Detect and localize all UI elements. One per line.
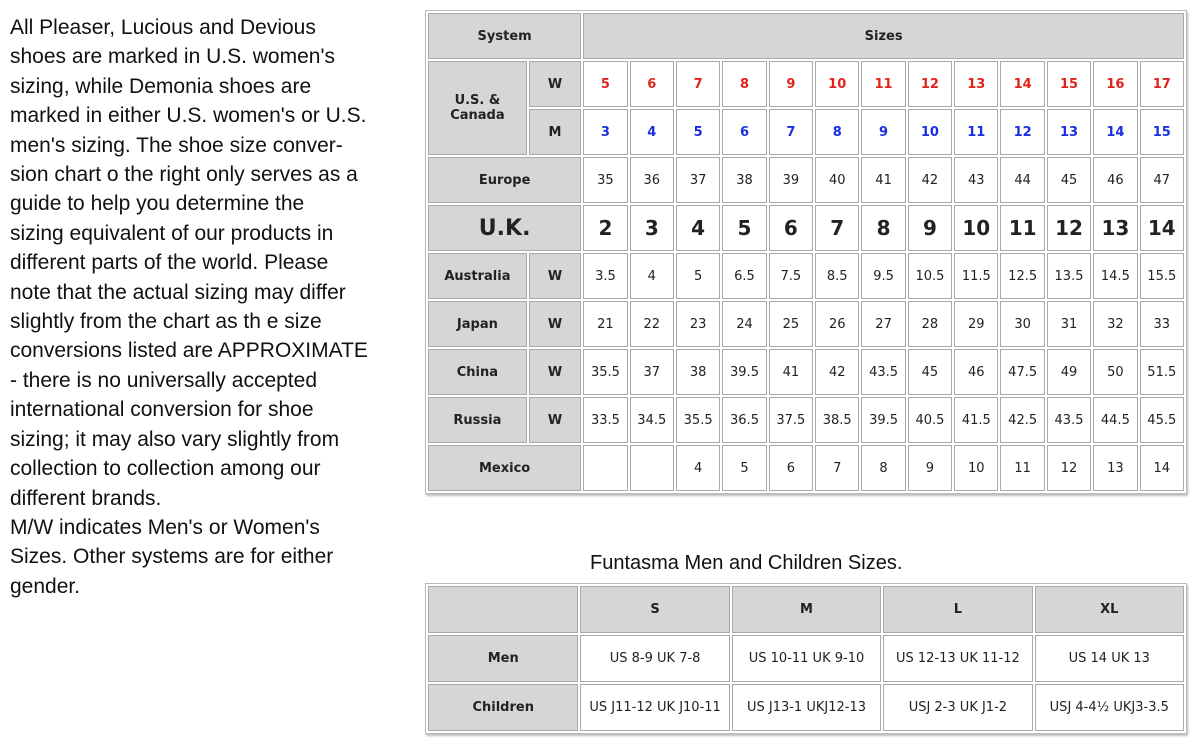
intro-line: collection to collection among our: [10, 457, 321, 481]
intro-line: All Pleaser, Lucious and Devious: [10, 16, 316, 39]
size-cell: 22: [630, 301, 674, 347]
size-cell: 10: [815, 61, 859, 107]
intro-line: men's sizing. The shoe size conver-: [10, 133, 343, 157]
table-row: [428, 635, 1184, 682]
size-cell: 7.5: [769, 253, 813, 299]
size-cell: 37.5: [769, 397, 813, 443]
intro-line: slightly from the chart as th e size: [10, 310, 322, 334]
size-cell: 2: [583, 205, 627, 251]
system-label: Japan: [428, 301, 527, 347]
size-header: M: [732, 586, 881, 633]
size-cell: 13.5: [1047, 253, 1091, 299]
intro-line: sion chart o the right only serves as a: [10, 163, 358, 187]
size-cell: 7: [769, 109, 813, 155]
size-cell: 13: [1047, 109, 1091, 155]
size-cell: 10.5: [908, 253, 952, 299]
size-cell: 47: [1140, 157, 1184, 203]
size-cell: 8: [861, 445, 905, 491]
size-cell: 8: [722, 61, 766, 107]
size-cell: 13: [954, 61, 998, 107]
size-cell: 50: [1093, 349, 1137, 395]
size-cell: 12: [1047, 205, 1091, 251]
intro-line: - there is no universally accepted: [10, 368, 317, 392]
size-header: L: [883, 586, 1032, 633]
size-cell: 17: [1140, 61, 1184, 107]
size-cell: 7: [676, 61, 720, 107]
gender-label: W: [529, 349, 581, 395]
gender-label: M: [529, 109, 581, 155]
size-cell: 29: [954, 301, 998, 347]
size-cell: 14: [1000, 61, 1044, 107]
size-cell: 45: [908, 349, 952, 395]
size-cell: 51.5: [1140, 349, 1184, 395]
size-cell: 40.5: [908, 397, 952, 443]
size-cell: 4: [676, 205, 720, 251]
table-row: [428, 684, 1184, 731]
size-cell: 49: [1047, 349, 1091, 395]
header-row: [428, 586, 1184, 633]
size-cell: US 12-13 UK 11-12: [883, 635, 1032, 682]
size-cell: USJ 4-4½ UKJ3-3.5: [1035, 684, 1184, 731]
size-cell: 7: [815, 205, 859, 251]
size-cell: 10: [908, 109, 952, 155]
size-cell: 32: [1093, 301, 1137, 347]
size-cell: 47.5: [1000, 349, 1044, 395]
size-cell: 35.5: [676, 397, 720, 443]
table-row: [428, 61, 1184, 107]
group-label: Children: [428, 684, 578, 731]
system-label: U.K.: [428, 205, 581, 251]
size-cell: [583, 445, 627, 491]
system-label: Australia: [428, 253, 527, 299]
size-cell: 24: [722, 301, 766, 347]
size-cell: 15: [1140, 109, 1184, 155]
size-cell: 45.5: [1140, 397, 1184, 443]
size-cell: 6.5: [722, 253, 766, 299]
size-cell: 5: [676, 253, 720, 299]
size-cell: 39: [769, 157, 813, 203]
size-cell: 11: [1000, 445, 1044, 491]
size-conversion-table: [425, 10, 1187, 494]
size-cell: 3: [583, 109, 627, 155]
size-cell: 5: [583, 61, 627, 107]
size-cell: 25: [769, 301, 813, 347]
size-cell: 42.5: [1000, 397, 1044, 443]
system-label: Russia: [428, 397, 527, 443]
size-cell: 12: [1000, 109, 1044, 155]
size-cell: 6: [722, 109, 766, 155]
size-cell: 5: [722, 205, 766, 251]
header-row: [428, 13, 1184, 59]
size-cell: 12.5: [1000, 253, 1044, 299]
size-cell: 3.5: [583, 253, 627, 299]
size-cell: 5: [676, 109, 720, 155]
size-cell: 39.5: [722, 349, 766, 395]
intro-line: international conversion for shoe: [10, 398, 314, 422]
size-cell: 12: [1047, 445, 1091, 491]
intro-line: Sizes. Other systems are for either: [10, 545, 334, 569]
size-cell: 8.5: [815, 253, 859, 299]
system-label: Europe: [428, 157, 581, 203]
size-cell: 43.5: [1047, 397, 1091, 443]
size-cell: 44: [1000, 157, 1044, 203]
size-header: XL: [1035, 586, 1184, 633]
sizes-header: Sizes: [583, 13, 1184, 59]
intro-line: guide to help you determine the: [10, 192, 305, 216]
size-cell: 38.5: [815, 397, 859, 443]
size-cell: 42: [815, 349, 859, 395]
size-cell: 3: [630, 205, 674, 251]
system-label: China: [428, 349, 527, 395]
group-label: Men: [428, 635, 578, 682]
table-row: [428, 349, 1184, 395]
system-header: System: [428, 13, 581, 59]
size-cell: 9: [908, 205, 952, 251]
size-cell: 15: [1047, 61, 1091, 107]
size-cell: 38: [676, 349, 720, 395]
size-cell: 41: [861, 157, 905, 203]
us-canada-label: U.S. & Canada: [428, 61, 527, 155]
size-cell: 6: [769, 205, 813, 251]
size-cell: 41.5: [954, 397, 998, 443]
intro-line: M/W indicates Men's or Women's: [10, 515, 320, 539]
size-cell: 14: [1140, 205, 1184, 251]
size-cell: 41: [769, 349, 813, 395]
size-cell: 46: [954, 349, 998, 395]
size-cell: 9: [908, 445, 952, 491]
size-cell: 21: [583, 301, 627, 347]
funtasma-size-table: [425, 583, 1187, 734]
size-cell: 36: [630, 157, 674, 203]
size-cell: 15.5: [1140, 253, 1184, 299]
size-cell: 7: [815, 445, 859, 491]
size-cell: 13: [1093, 205, 1137, 251]
intro-line: note that the actual sizing may differ: [10, 280, 346, 304]
size-cell: 43.5: [861, 349, 905, 395]
intro-line: different parts of the world. Please: [10, 251, 329, 275]
intro-line: sizing equivalent of our products in: [10, 221, 334, 245]
size-cell: 10: [954, 445, 998, 491]
size-cell: US 8-9 UK 7-8: [580, 635, 729, 682]
size-cell: 44.5: [1093, 397, 1137, 443]
intro-line: sizing, while Demonia shoes are: [10, 74, 312, 98]
size-cell: US J13-1 UKJ12-13: [732, 684, 881, 731]
size-cell: 11: [861, 61, 905, 107]
size-cell: 11: [954, 109, 998, 155]
size-cell: 26: [815, 301, 859, 347]
size-cell: US 14 UK 13: [1035, 635, 1184, 682]
size-cell: 14: [1140, 445, 1184, 491]
size-cell: 23: [676, 301, 720, 347]
table-row: [428, 157, 1184, 203]
size-cell: 6: [630, 61, 674, 107]
size-cell: US J11-12 UK J10-11: [580, 684, 729, 731]
size-cell: 9: [861, 109, 905, 155]
size-cell: 45: [1047, 157, 1091, 203]
gender-label: W: [529, 61, 581, 107]
size-header: [428, 586, 578, 633]
size-header: S: [580, 586, 729, 633]
size-cell: 31: [1047, 301, 1091, 347]
intro-line: shoes are marked in U.S. women's: [10, 45, 335, 69]
table-row: [428, 109, 1184, 155]
size-cell: 42: [908, 157, 952, 203]
table-row: [428, 397, 1184, 443]
size-cell: 9: [769, 61, 813, 107]
size-cell: 8: [861, 205, 905, 251]
intro-text: [10, 13, 415, 601]
size-cell: 37: [630, 349, 674, 395]
size-cell: 4: [630, 253, 674, 299]
size-cell: 12: [908, 61, 952, 107]
size-cell: 35.5: [583, 349, 627, 395]
size-cell: 10: [954, 205, 998, 251]
table-row: [428, 301, 1184, 347]
intro-line: different brands.: [10, 486, 162, 510]
size-cell: 35: [583, 157, 627, 203]
size-cell: 16: [1093, 61, 1137, 107]
size-cell: 4: [676, 445, 720, 491]
size-cell: 11.5: [954, 253, 998, 299]
size-cell: 40: [815, 157, 859, 203]
size-cell: 46: [1093, 157, 1137, 203]
system-label: Mexico: [428, 445, 581, 491]
size-cell: 9.5: [861, 253, 905, 299]
size-cell: 34.5: [630, 397, 674, 443]
funtasma-caption: Funtasma Men and Children Sizes.: [590, 552, 903, 574]
size-cell: 33: [1140, 301, 1184, 347]
size-cell: 14.5: [1093, 253, 1137, 299]
size-cell: US 10-11 UK 9-10: [732, 635, 881, 682]
size-cell: 13: [1093, 445, 1137, 491]
size-cell: 4: [630, 109, 674, 155]
size-cell: 11: [1000, 205, 1044, 251]
size-cell: 43: [954, 157, 998, 203]
size-cell: USJ 2-3 UK J1-2: [883, 684, 1032, 731]
intro-line: sizing; it may also vary slightly from: [10, 427, 340, 451]
intro-line: gender.: [10, 574, 81, 598]
size-cell: 33.5: [583, 397, 627, 443]
size-cell: 8: [815, 109, 859, 155]
size-cell: 6: [769, 445, 813, 491]
size-cell: 36.5: [722, 397, 766, 443]
gender-label: W: [529, 253, 581, 299]
size-cell: 28: [908, 301, 952, 347]
intro-line: marked in either U.S. women's or U.S.: [10, 104, 367, 128]
table-row: [428, 253, 1184, 299]
table-row: [428, 205, 1184, 251]
size-cell: 14: [1093, 109, 1137, 155]
size-cell: 38: [722, 157, 766, 203]
size-cell: 37: [676, 157, 720, 203]
table-row: [428, 445, 1184, 491]
gender-label: W: [529, 397, 581, 443]
gender-label: W: [529, 301, 581, 347]
size-cell: 27: [861, 301, 905, 347]
size-cell: 5: [722, 445, 766, 491]
size-cell: 39.5: [861, 397, 905, 443]
intro-line: conversions listed are APPROXIMATE: [10, 339, 368, 363]
size-cell: [630, 445, 674, 491]
size-cell: 30: [1000, 301, 1044, 347]
